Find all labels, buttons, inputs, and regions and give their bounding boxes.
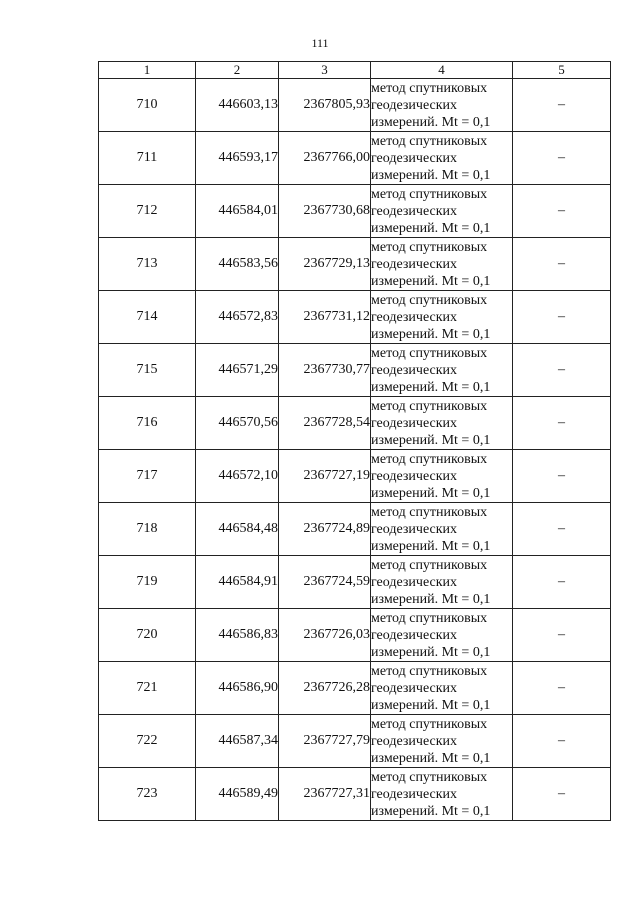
x-coordinate-cell: 446587,34 [196,715,279,768]
y-coordinate-cell: 2367729,13 [279,238,371,291]
point-number-cell: 710 [99,79,196,132]
method-cell [371,503,513,556]
y-coordinate-cell: 2367805,93 [279,79,371,132]
method-cell [371,397,513,450]
table-row [99,79,611,132]
method-line: геодезических [371,362,458,378]
y-coordinate-cell: 2367724,59 [279,556,371,609]
table-row [99,397,611,450]
point-number-cell: 716 [99,397,196,450]
method-line: измерений. Mt = 0,1 [371,803,491,819]
method-line: метод спутниковых [371,451,488,467]
table-row [99,662,611,715]
x-coordinate-cell: 446571,29 [196,344,279,397]
method-cell [371,450,513,503]
header-col-1: 1 [99,62,196,79]
method-cell [371,715,513,768]
point-number-cell: 713 [99,238,196,291]
point-number-cell: 717 [99,450,196,503]
x-coordinate-cell: 446584,48 [196,503,279,556]
method-line: метод спутниковых [371,133,488,149]
method-line: измерений. Mt = 0,1 [371,697,491,713]
method-cell [371,609,513,662]
table-row [99,185,611,238]
note-cell: – [513,397,611,450]
method-line: измерений. Mt = 0,1 [371,273,491,289]
method-line: геодезических [371,150,458,166]
method-line: метод спутниковых [371,504,488,520]
method-line: измерений. Mt = 0,1 [371,750,491,766]
x-coordinate-cell: 446586,90 [196,662,279,715]
method-cell [371,132,513,185]
table-row [99,768,611,821]
method-line: метод спутниковых [371,292,488,308]
point-number-cell: 723 [99,768,196,821]
method-cell [371,291,513,344]
point-number-cell: 714 [99,291,196,344]
method-line: геодезических [371,574,458,590]
y-coordinate-cell: 2367731,12 [279,291,371,344]
method-line: геодезических [371,97,458,113]
table-header-row [99,62,611,79]
method-line: метод спутниковых [371,769,488,785]
method-line: метод спутниковых [371,716,488,732]
point-number-cell: 718 [99,503,196,556]
point-number-cell: 711 [99,132,196,185]
note-cell: – [513,768,611,821]
method-cell [371,556,513,609]
table-row [99,132,611,185]
table-row [99,715,611,768]
method-line: измерений. Mt = 0,1 [371,379,491,395]
y-coordinate-cell: 2367727,31 [279,768,371,821]
method-line: геодезических [371,309,458,325]
method-cell [371,662,513,715]
table-body [99,79,611,821]
method-cell [371,185,513,238]
table-row [99,291,611,344]
method-line: геодезических [371,733,458,749]
table-row [99,450,611,503]
x-coordinate-cell: 446586,83 [196,609,279,662]
method-cell [371,768,513,821]
page-number: 111 [311,36,329,50]
point-number-cell: 715 [99,344,196,397]
table-row [99,344,611,397]
method-line: метод спутниковых [371,663,488,679]
method-line: геодезических [371,521,458,537]
method-cell [371,238,513,291]
method-line: геодезических [371,415,458,431]
x-coordinate-cell: 446584,91 [196,556,279,609]
method-line: измерений. Mt = 0,1 [371,167,491,183]
x-coordinate-cell: 446589,49 [196,768,279,821]
method-line: измерений. Mt = 0,1 [371,644,491,660]
note-cell: – [513,79,611,132]
method-line: метод спутниковых [371,557,488,573]
point-number-cell: 719 [99,556,196,609]
table-row [99,238,611,291]
table-row [99,556,611,609]
point-number-cell: 721 [99,662,196,715]
method-line: геодезических [371,256,458,272]
method-line: измерений. Mt = 0,1 [371,591,491,607]
method-line: измерений. Mt = 0,1 [371,485,491,501]
x-coordinate-cell: 446584,01 [196,185,279,238]
method-cell [371,344,513,397]
y-coordinate-cell: 2367766,00 [279,132,371,185]
note-cell: – [513,132,611,185]
method-line: измерений. Mt = 0,1 [371,326,491,342]
method-line: геодезических [371,627,458,643]
x-coordinate-cell: 446572,10 [196,450,279,503]
note-cell: – [513,556,611,609]
table-row [99,503,611,556]
x-coordinate-cell: 446593,17 [196,132,279,185]
y-coordinate-cell: 2367726,28 [279,662,371,715]
x-coordinate-cell: 446572,83 [196,291,279,344]
note-cell: – [513,503,611,556]
method-line: геодезических [371,786,458,802]
note-cell: – [513,715,611,768]
note-cell: – [513,450,611,503]
x-coordinate-cell: 446570,56 [196,397,279,450]
method-line: измерений. Mt = 0,1 [371,114,491,130]
method-line: метод спутниковых [371,80,488,96]
method-line: метод спутниковых [371,610,488,626]
y-coordinate-cell: 2367730,77 [279,344,371,397]
method-cell [371,79,513,132]
y-coordinate-cell: 2367727,19 [279,450,371,503]
note-cell: – [513,185,611,238]
y-coordinate-cell: 2367728,54 [279,397,371,450]
point-number-cell: 722 [99,715,196,768]
header-col-3: 3 [279,62,371,79]
method-line: измерений. Mt = 0,1 [371,432,491,448]
note-cell: – [513,344,611,397]
y-coordinate-cell: 2367726,03 [279,609,371,662]
method-line: геодезических [371,468,458,484]
method-line: метод спутниковых [371,345,488,361]
header-col-2: 2 [196,62,279,79]
x-coordinate-cell: 446583,56 [196,238,279,291]
coordinates-table [98,61,611,821]
method-line: геодезических [371,203,458,219]
method-line: измерений. Mt = 0,1 [371,538,491,554]
note-cell: – [513,662,611,715]
method-line: геодезических [371,680,458,696]
point-number-cell: 720 [99,609,196,662]
note-cell: – [513,291,611,344]
y-coordinate-cell: 2367730,68 [279,185,371,238]
note-cell: – [513,238,611,291]
method-line: метод спутниковых [371,186,488,202]
method-line: измерений. Mt = 0,1 [371,220,491,236]
y-coordinate-cell: 2367724,89 [279,503,371,556]
header-col-4: 4 [371,62,513,79]
method-line: метод спутниковых [371,239,488,255]
table-row [99,609,611,662]
method-line: метод спутниковых [371,398,488,414]
header-col-5: 5 [513,62,611,79]
note-cell: – [513,609,611,662]
point-number-cell: 712 [99,185,196,238]
x-coordinate-cell: 446603,13 [196,79,279,132]
y-coordinate-cell: 2367727,79 [279,715,371,768]
